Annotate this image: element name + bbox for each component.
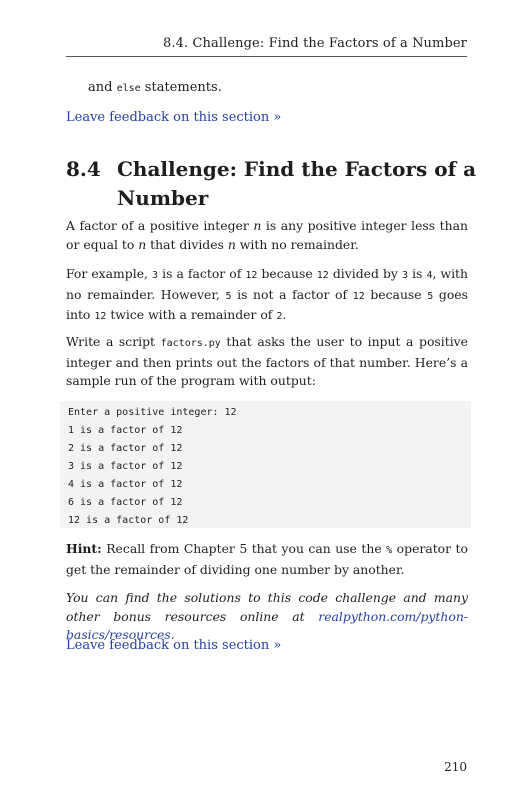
script-filename: factors.py [160,338,221,349]
intro-post: statements. [140,80,222,95]
hint-paragraph: Hint: Recall from Chapter 5 that you can use the % operator to get the remainder of dividing one number by another. [66,541,468,577]
section-number: 8.4 [66,157,101,181]
task-paragraph: Write a script factors.py that asks the user to input a positive integer and then prints out the factors of that number. Here’s a sample run of the program with output: [66,334,468,388]
hint-label: Hint: [66,541,102,556]
feedback-link-bottom[interactable]: Leave feedback on this section » [66,638,282,653]
code-line: 6 is a factor of 12 [68,497,183,508]
page-number: 210 [444,760,467,774]
code-line: 3 is a factor of 12 [68,461,183,472]
intro-code: else [116,83,141,94]
modulo-operator: % [386,545,393,556]
code-line: 2 is a factor of 12 [68,443,183,454]
section-heading [66,155,486,213]
intro-text [88,80,222,95]
section-title: Challenge: Find the Factors of a Number [117,157,477,210]
sample-output-code-block [60,401,471,528]
code-line: 1 is a factor of 12 [68,425,183,436]
intro-pre: and [88,80,117,95]
resources-link[interactable]: realpython.com/python-basics/resources [66,608,468,642]
code-line: 12 is a factor of 12 [68,515,189,526]
example-paragraph: For example, 3 is a factor of 12 because 12 divided by 3 is 4, with no remainder. However, 5 is not a factor of 12 because 5 goes into 12 twice with a remainder of 2. [66,266,469,322]
code-line: 4 is a factor of 12 [68,479,183,490]
code-line: Enter a positive integer: 12 [68,407,237,418]
factor-definition-paragraph: A factor of a positive integer n is any positive integer less than or equal to n that divides n with no remainder. [66,218,469,252]
running-header: 8.4. Challenge: Find the Factors of a Number [66,36,467,57]
bonus-resources-paragraph: You can find the solutions to this code challenge and many other bonus resources online at realpython.com/python-basics/resources. [66,590,468,642]
feedback-link-top[interactable]: Leave feedback on this section » [66,110,282,125]
